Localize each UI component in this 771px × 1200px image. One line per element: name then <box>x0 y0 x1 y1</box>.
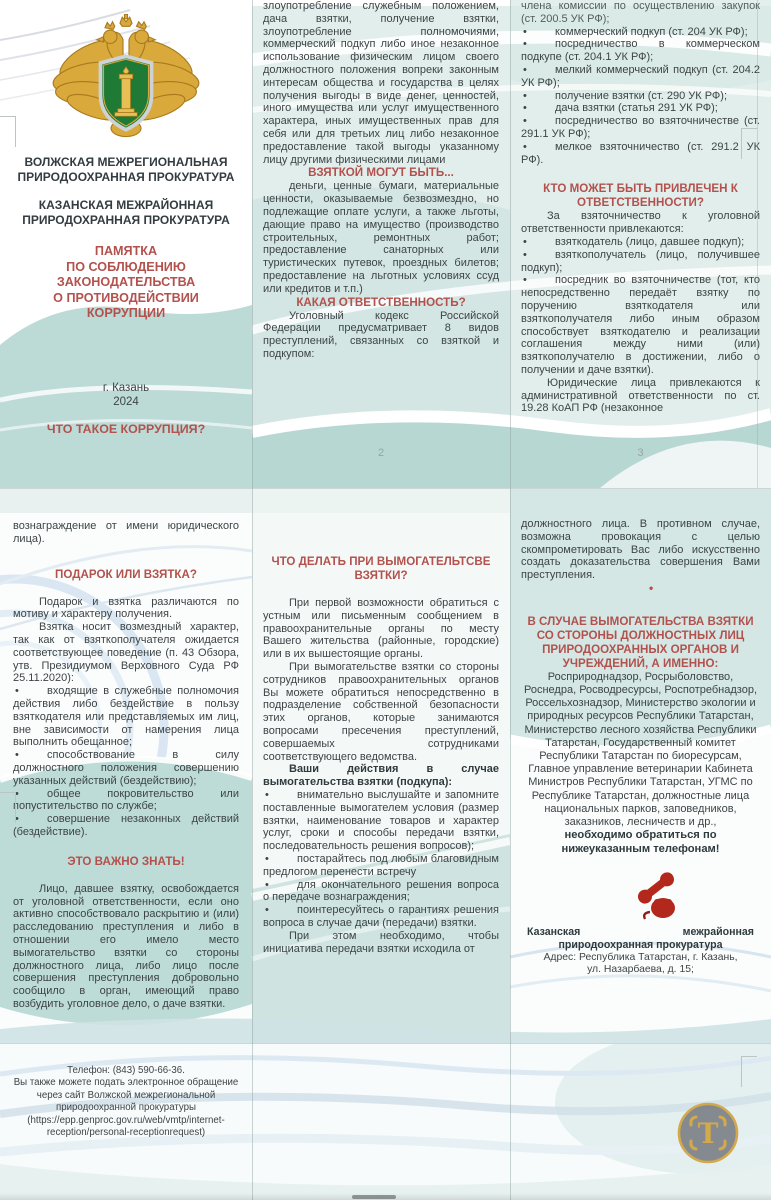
action-item: • для окончательного решения вопроса о передаче вознаграждения; <box>263 879 499 905</box>
gift-item: • общее покровительство или попустительство по службе; <box>13 788 239 814</box>
footer-phone: Телефон: (843) 590-66-36. <box>67 1065 185 1076</box>
important-heading: ЭТО ВАЖНО ЗНАТЬ! <box>67 854 185 868</box>
org-name-kazanskaya: КАЗАНСКАЯ МЕЖРАЙОННАЯ ПРИРОДОХРАННАЯ ПРОКУРАТУРА <box>22 198 230 227</box>
fold-line-left <box>252 0 253 1200</box>
offense-item: • получение взятки (ст. 290 УК РФ); <box>521 90 760 103</box>
offense-item: • посредничество во взяточничестве (ст. 291.1 УК РФ); <box>521 115 760 141</box>
gift-p2: Взятка носит возмездный характер, так как от взяткополучателя ожидается соответствующее поведение (п. 43 Обзора, утв. Президиумом Верховного Суда РФ 25.11.2020): <box>13 621 239 685</box>
agencies-list: Росприроднадзор, Росрыболовство, Роснедра, Росводресурсы, Роспотребнадзор, Россельхознадзор, Министерство экологии и природных ресурсов Республики Татарстан, Министерство лесного хозяйства Республики Татарстан, Государственный комитет Республики Татарстан по биоресурсам, Главное управление ветеринарии Кабинета Министров Республики Татарстан, УГМС по Республике Татарстан, должностные лица национальных парков, заповедников, заказников, лесничеств и др., <box>524 670 757 829</box>
crop-mark <box>741 1056 757 1087</box>
contacts-panel <box>510 489 771 1043</box>
bribe-can-be-text: деньги, ценные бумаги, материальные ценности, оказываемые безвозмездно, но подлежащие оплате услуги, а также льготы, дающие право на имущество (производство строительных, ремонтных работ; предоставление санаторных или туристических путевок, проездных билетов; предоставление на льготных условиях ссуд или кредитов и т.п.) <box>263 180 499 295</box>
footer-contact-text: Телефон: (843) 590-66-36. Вы также можете подать электронное обращение через сайт Волжской межрегиональной природоохранной прокуратуры (https://epp.genproc.gov.ru/web/vmtp/internet- reception/personal-receptionrequest) <box>13 1065 239 1139</box>
contacts-carryover: должностного лица. В противном случае, возможна провокация с целью скомпрометировать Вас либо искусственно создать доказательства совершения Вами преступления. <box>521 518 760 582</box>
important-text: Лицо, давшее взятку, освобождается от уголовной ответственности, если оно активно способствовало раскрытию и (или) расследованию преступления и либо в отношении его имело место вымогательство взятки со стороны должностного лица, либо лицо после совершения преступления добровольно сообщило в орган, имеющий право возбудить уголовное дело, о даче взятки. <box>13 882 239 1010</box>
extortion-p1: При первой возможности обратиться с устным или письменным сообщением в правоохранительные органы по месту Вашего жительства (районные, городские) или в их вышестоящие органы. <box>263 597 499 661</box>
responsibility-text: Уголовный кодекс Российской Федерации предусматривает 8 видов преступлений, связанных со взяткой и подкупом: <box>263 309 499 360</box>
gift-or-bribe-panel <box>0 489 252 1043</box>
responsibility-heading: КАКАЯ ОТВЕТСТВЕННОСТЬ? <box>296 295 466 309</box>
offense-item: • дача взятки (статья 291 УК РФ); <box>521 102 760 115</box>
offense-item: • посредничество в коммерческом подкупе (ст. 204.1 УК РФ); <box>521 38 760 64</box>
who-liable-item: • взяткополучатель (лицо, получившее подкуп); <box>521 249 760 275</box>
office-name: Казанская межрайонная природоохранная прокуратура <box>527 925 754 951</box>
page-bottom-strip <box>0 1043 771 1200</box>
who-liable-item: • посредник во взяточничестве (тот, кто непосредственно передаёт взятку по поручению взяткодателя или взяткополучателя либо иным образом способствует взяткодателю и реализации соглашения между ними (или) взяткополучателю в достижении, либо о получении и даче взятки). <box>521 274 760 376</box>
gift-item: • совершение незаконных действий (бездействие). <box>13 813 239 839</box>
crop-mark <box>741 128 757 159</box>
svg-text:T: T <box>697 1117 719 1150</box>
page-back <box>0 488 771 1043</box>
action-item: • постарайтесь под любым благовидным предлогом перенести встречу <box>263 853 499 879</box>
extortion-p3: При этом необходимо, чтобы инициатива передачи взятки исходила от <box>263 929 499 955</box>
extortion-env-heading: В СЛУЧАЕ ВЫМОГАТЕЛЬСТВА ВЗЯТКИ СО СТОРОНЫ ДОЛЖНОСТНЫХ ЛИЦ ПРИРОДООХРАННЫХ ОРГАНОВ И УЧРЕЖДЕНИЙ, А ИМЕННО: <box>527 614 754 670</box>
crop-mark <box>0 792 16 823</box>
photo-smudge <box>352 1195 396 1199</box>
what-is-corruption-heading: ЧТО ТАКОЕ КОРРУПЦИЯ? <box>46 422 206 436</box>
cover-panel <box>0 0 252 488</box>
gift-item: • способствование в силу должностного положения совершению указанных действий (бездействию); <box>13 749 239 787</box>
org-name-volzhskaya: ВОЛЖСКАЯ МЕЖРЕГИОНАЛЬНАЯ ПРИРОДООХРАННАЯ ПРОКУРАТУРА <box>17 155 235 184</box>
extortion-heading: ЧТО ДЕЛАТЬ ПРИ ВЫМОГАТЕЛЬТСВЕ ВЗЯТКИ? <box>271 555 491 582</box>
footer-contacts-panel <box>0 1044 252 1200</box>
footer-url-2: reception/personal-receptionrequest) <box>46 1127 206 1139</box>
offense-item: • мелкий коммерческий подкуп (ст. 204.2 УК РФ); <box>521 64 760 90</box>
office-address: Адрес: Республика Татарстан, г. Казань, ул. Назарбаева, д. 15; <box>543 951 738 976</box>
who-liable-heading: КТО МОЖЕТ БЫТЬ ПРИВЛЕЧЕН К ОТВЕТСТВЕННОСТИ? <box>543 182 738 210</box>
cover-footer <box>0 381 252 436</box>
call-to-action: необходимо обратиться по нижеуказанным телефонам! <box>561 829 720 855</box>
extortion-p2: При вымогательстве взятки со стороны сотрудников правоохранительных органов Вы можете обратиться непосредственно в подразделение собственной безопасности этих органов, которые занимаются вопросами пресечения преступлений, совершаемых сотрудниками соответствующего ведомства. <box>263 660 499 763</box>
offenses-panel <box>510 0 771 488</box>
extortion-panel <box>252 489 510 1043</box>
offense-item: • мелкое взяточничество (ст. 291.2 УК РФ). <box>521 141 760 167</box>
gift-p1: Подарок и взятка различаются по мотиву и характеру получения. <box>13 595 239 621</box>
actions-title: Ваши действия в случае вымогательства взятки (подкупа): <box>263 763 499 789</box>
legal-entities-text: Юридические лица привлекаются к административной ответственности по ст. 19.28 КоАП РФ (незаконное <box>521 376 760 415</box>
brochure-title: ПАМЯТКА ПО СОБЛЮДЕНИЮ ЗАКОНОДАТЕЛЬСТВА О ПРОТИВОДЕЙСТВИИ КОРРУПЦИИ <box>53 244 199 320</box>
gift-or-bribe-heading: ПОДАРОК ИЛИ ВЗЯТКА? <box>55 567 197 581</box>
gift-item: • входящие в служебные полномочия действия либо бездействие в пользу взяткодателя или представляемых им лиц, вне зависимости от намерения лица выполнить обещанное; <box>13 685 239 749</box>
page-number-2: 2 <box>377 447 385 460</box>
page-number-3: 3 <box>637 447 644 460</box>
action-item: • внимательно выслушайте и запомните поставленные вымогателем условия (размер взятки, наименование товаров и характер услуг, сроки и способы передачи взятки, последовательность решения вопросов); <box>263 789 499 853</box>
prosecutor-emblem-icon <box>51 14 201 147</box>
offense-carryover: члена комиссии по осуществлению закупок (ст. 200.5 УК РФ); <box>521 0 760 25</box>
red-telephone-icon <box>555 872 760 924</box>
bribe-can-be-heading: ВЗЯТКОЙ МОГУТ БЫТЬ... <box>308 166 454 180</box>
red-bullet-mark: • <box>649 580 654 595</box>
action-item: • поинтересуйтесь о гарантиях решения вопроса в случае дачи (передачи) взятки. <box>263 904 499 930</box>
city-label: г. Казань <box>102 382 150 394</box>
year-label: 2024 <box>113 396 139 408</box>
crop-mark <box>0 116 16 147</box>
who-liable-item: • взяткодатель (лицо, давшее подкуп); <box>521 236 760 249</box>
definition-panel <box>252 0 510 488</box>
offense-item: • коммерческий подкуп (ст. 204 УК РФ); <box>521 26 760 39</box>
footer-url: (https://epp.genproc.gov.ru/web/vmtp/internet- <box>27 1114 225 1126</box>
page-front <box>0 0 771 488</box>
fold-line-right <box>510 0 511 1200</box>
corruption-definition-text: злоупотребление служебным положением, дача взятки, получение взятки, злоупотребление полномочиями, коммерческий подкуп либо иное незаконное использование физическим лицом своего должностного положения вопреки законным интересам общества и государства в целях получения выгоды в виде денег, ценностей, иного имущества или услуг имущественного характера, иных имущественных прав для себя или для третьих лиц либо незаконное предоставление такой выгоды указанному лицу другими физическими лицами <box>263 0 499 166</box>
page-edge-line <box>757 0 758 488</box>
text-scanner-logo-icon <box>676 1101 740 1165</box>
who-liable-intro: За взяточничество к уголовной ответственности привлекаются: <box>521 210 760 236</box>
gift-carryover: вознаграждение от имени юридического лица). <box>13 520 239 545</box>
